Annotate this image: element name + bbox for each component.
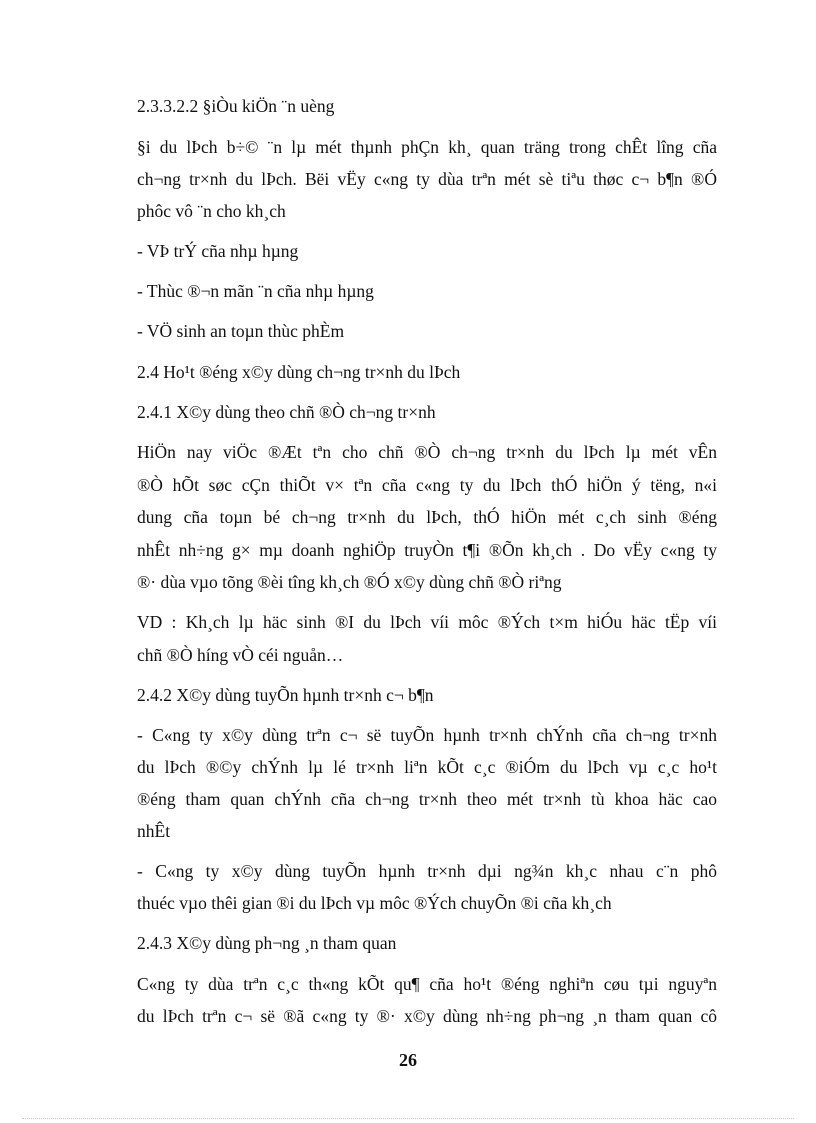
text-line: VD : Kh¸ch lµ häc sinh ®I du lÞch víi môc ®Ých t×m hiÓu häc tËp víi	[137, 612, 717, 632]
text-line: ®éng tham quan chÝnh cña ch¬ng tr×nh theo mét tr×nh tù khoa häc cao	[137, 789, 717, 809]
text-line: 2.4.2 X©y dùng tuyÕn hµnh tr×nh c¬ b¶n	[137, 685, 434, 705]
text-line: 2.4.1 X©y dùng theo chñ ®Ò ch¬ng tr×nh	[137, 402, 436, 422]
text-line: §i du lÞch b÷© ¨n lµ mét thµnh phÇn kh¸ quan träng trong chÊt lîng cña	[137, 137, 717, 157]
text-line: 2.3.3.2.2 §iÒu kiÖn ¨n uèng	[137, 96, 335, 116]
text-line: 2.4 Ho¹t ®éng x©y dùng ch¬ng tr×nh du lÞch	[137, 362, 461, 382]
text-line: 2.4.3 X©y dùng ph¬ng ¸n tham quan	[137, 933, 397, 953]
text-line: C«ng ty dùa trªn c¸c th«ng kÕt qu¶ cña ho¹t ®éng nghiªn cøu tµi nguyªn	[137, 974, 717, 994]
text-line: - VÞ trÝ cña nhµ hµng	[137, 241, 299, 261]
text-line: chñ ®Ò híng vÒ céi nguån…	[137, 645, 344, 665]
text-line: thuéc vµo thêi gian ®i du lÞch vµ môc ®Ých chuyÕn ®i cña kh¸ch	[137, 893, 612, 913]
text-line: nhÊt nh÷ng g× mµ doanh nghiÖp truyÒn t¶i ®Õn kh¸ch . Do vËy c«ng ty	[137, 540, 717, 560]
text-line: du lÞch trªn c¬ së ®ã c«ng ty ®· x©y dùng nh÷ng ph¬ng ¸n tham quan cô	[137, 1006, 717, 1026]
text-line: phôc vô ¨n cho kh¸ch	[137, 201, 286, 221]
text-line: dung cña toµn bé ch¬ng tr×nh du lÞch, thÓ hiÖn mét c¸ch sinh ®éng	[137, 507, 717, 527]
text-line: - C«ng ty x©y dùng tuyÕn hµnh tr×nh dµi ng¾n kh¸c nhau c¨n phô	[137, 861, 717, 881]
text-line: - VÖ sinh an toµn thùc phÈm	[137, 321, 345, 341]
text-line: nhÊt	[137, 821, 171, 841]
text-line: - C«ng ty x©y dùng trªn c¬ së tuyÕn hµnh tr×nh chÝnh cña ch¬ng tr×nh	[137, 725, 717, 745]
text-line: - Thùc ®¬n mãn ¨n cña nhµ hµng	[137, 281, 374, 301]
text-line: du lÞch ®©y chÝnh lµ lé tr×nh liªn kÕt c¸c ®iÓm du lÞch vµ c¸c ho¹t	[137, 757, 717, 777]
text-line: ®· dùa vµo tõng ®èi tîng kh¸ch ®Ó x©y dùng chñ ®Ò riªng	[137, 572, 562, 592]
page-bottom-rule	[22, 1118, 794, 1119]
page-number: 26	[399, 1050, 417, 1070]
text-line: ch¬ng tr×nh du lÞch. Bëi vËy c«ng ty dùa trªn mét sè tiªu thøc c¬ b¶n ®Ó	[137, 169, 717, 189]
text-line: ®Ò hÕt søc cÇn thiÕt v× tªn cña c«ng ty du lÞch thÓ hiÖn ý tëng, n«i	[137, 475, 717, 495]
text-line: HiÖn nay viÖc ®Æt tªn cho chñ ®Ò ch¬ng tr×nh du lÞch lµ mét vÊn	[137, 442, 717, 462]
